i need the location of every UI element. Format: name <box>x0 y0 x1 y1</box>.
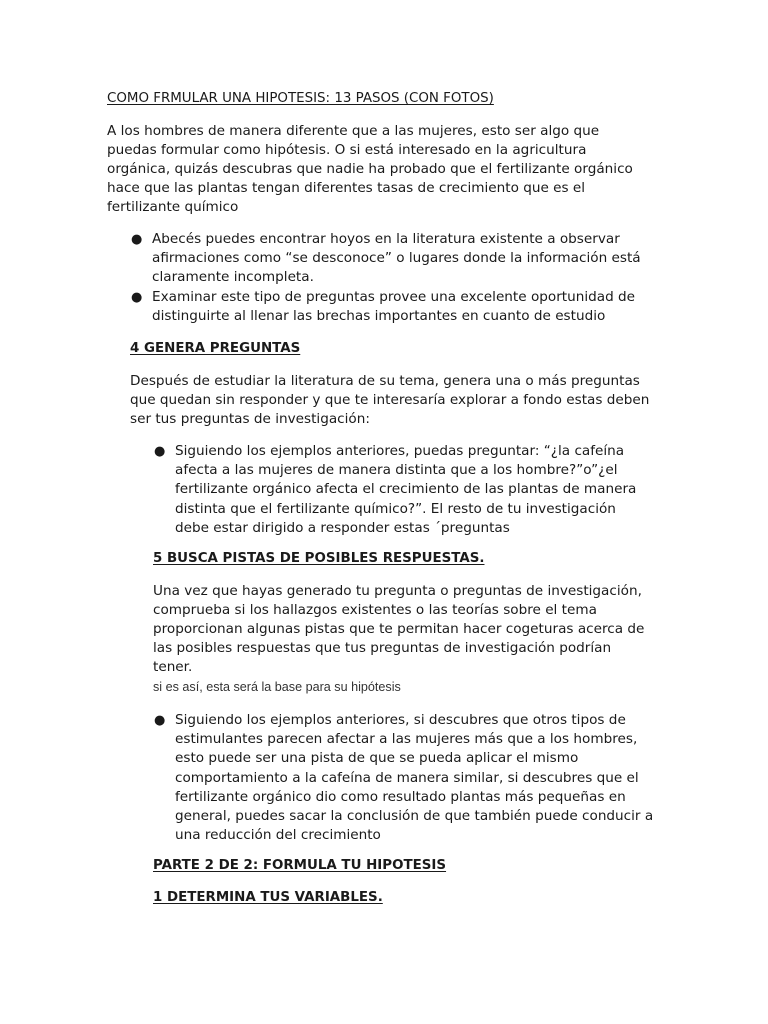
bullet-line: distinta que el fertilizante químico?”. El resto de tu investigación <box>175 500 616 517</box>
intro-line: puedas formular como hipótesis. O si está interesado en la agricultura <box>107 142 587 158</box>
section-paragraph <box>130 372 649 429</box>
intro-paragraph <box>107 122 633 217</box>
section-paragraph <box>153 582 644 677</box>
bullet-line: Examinar este tipo de preguntas provee una excelente oportunidad de <box>152 288 636 305</box>
bullet-line: Siguiendo los ejemplos anteriores, si descubres que otros tipos de <box>175 712 626 728</box>
paragraph-line: que quedan sin responder y que te interesaría explorar a fondo estas deben <box>130 392 650 408</box>
paragraph-line: comprueba si los hallazgos existentes o las teorías sobre el tema <box>153 602 597 618</box>
document-title: COMO FRMULAR UNA HIPOTESIS: 13 PASOS (CON FOTOS) <box>107 91 494 106</box>
bullet-line: fertilizante orgánico dio como resultado plantas más pequeñas en <box>175 788 626 805</box>
section-heading: 4 GENERA PREGUNTAS <box>130 341 301 356</box>
section-heading: 5 BUSCA PISTAS DE POSIBLES RESPUESTAS. <box>153 551 485 566</box>
paragraph-line: ser tus preguntas de investigación: <box>130 411 370 427</box>
bullet-line: afecta a las mujeres de manera distinta que a los hombre?”o”¿el <box>175 462 618 479</box>
step-heading: 1 DETERMINA TUS VARIABLES. <box>153 890 383 905</box>
bullet-line: esto puede ser una pista de que se pueda aplicar el mismo <box>175 750 579 767</box>
intro-line: orgánica, quizás descubras que nadie ha probado que el fertilizante orgánico <box>107 161 633 177</box>
note-line: si es así, esta será la base para su hipótesis <box>153 680 401 694</box>
bullet-icon: ● <box>154 444 166 459</box>
bullet-line: fertilizante orgánico afecta el crecimiento de las plantas de manera <box>175 481 637 498</box>
bullet-line: claramente incompleta. <box>152 269 314 286</box>
bullet-line: afirmaciones como “se desconoce” o lugares donde la información está <box>152 250 641 267</box>
bullet-list <box>154 711 654 845</box>
bullet-line: general, puedes sacar la conclusión de que también puede conducir a <box>175 808 654 825</box>
intro-line: A los hombres de manera diferente que a las mujeres, esto ser algo que <box>107 123 600 139</box>
bullet-line: distinguirte al llenar las brechas importantes en cuanto de estudio <box>152 307 606 324</box>
list-item <box>154 711 654 845</box>
list-item <box>154 442 637 538</box>
bullet-line: debe estar dirigido a responder estas ´preguntas <box>175 519 510 536</box>
paragraph-line: proporcionan algunas pistas que te permitan hacer cogeturas acerca de <box>153 621 645 637</box>
bullet-list <box>131 230 641 326</box>
intro-line: fertilizante químico <box>107 199 239 215</box>
paragraph-line: tener. <box>153 659 193 675</box>
bullet-line: Abecés puedes encontrar hoyos en la literatura existente a observar <box>152 231 620 247</box>
bullet-icon: ● <box>131 289 143 305</box>
bullet-list <box>154 442 637 538</box>
bullet-line: estimulantes parecen afectar a las mujeres más que a los hombres, <box>175 731 638 748</box>
bullet-icon: ● <box>131 232 143 247</box>
bullet-line: Siguiendo los ejemplos anteriores, puedas preguntar: “¿la cafeína <box>175 443 625 459</box>
paragraph-line: Después de estudiar la literatura de su tema, genera una o más preguntas <box>130 373 640 389</box>
paragraph-line: las posibles respuestas que tus preguntas de investigación podrían <box>153 640 612 656</box>
intro-line: hace que las plantas tengan diferentes tasas de crecimiento que es el <box>107 180 586 196</box>
paragraph-line: Una vez que hayas generado tu pregunta o preguntas de investigación, <box>153 583 642 599</box>
bullet-icon: ● <box>154 713 166 728</box>
bullet-line: una reducción del crecimiento <box>175 827 381 844</box>
list-item <box>131 230 641 288</box>
bullet-line: comportamiento a la cafeína de manera similar, si descubres que el <box>175 769 639 786</box>
list-item <box>131 288 641 326</box>
part-heading: PARTE 2 DE 2: FORMULA TU HIPOTESIS <box>153 858 447 873</box>
